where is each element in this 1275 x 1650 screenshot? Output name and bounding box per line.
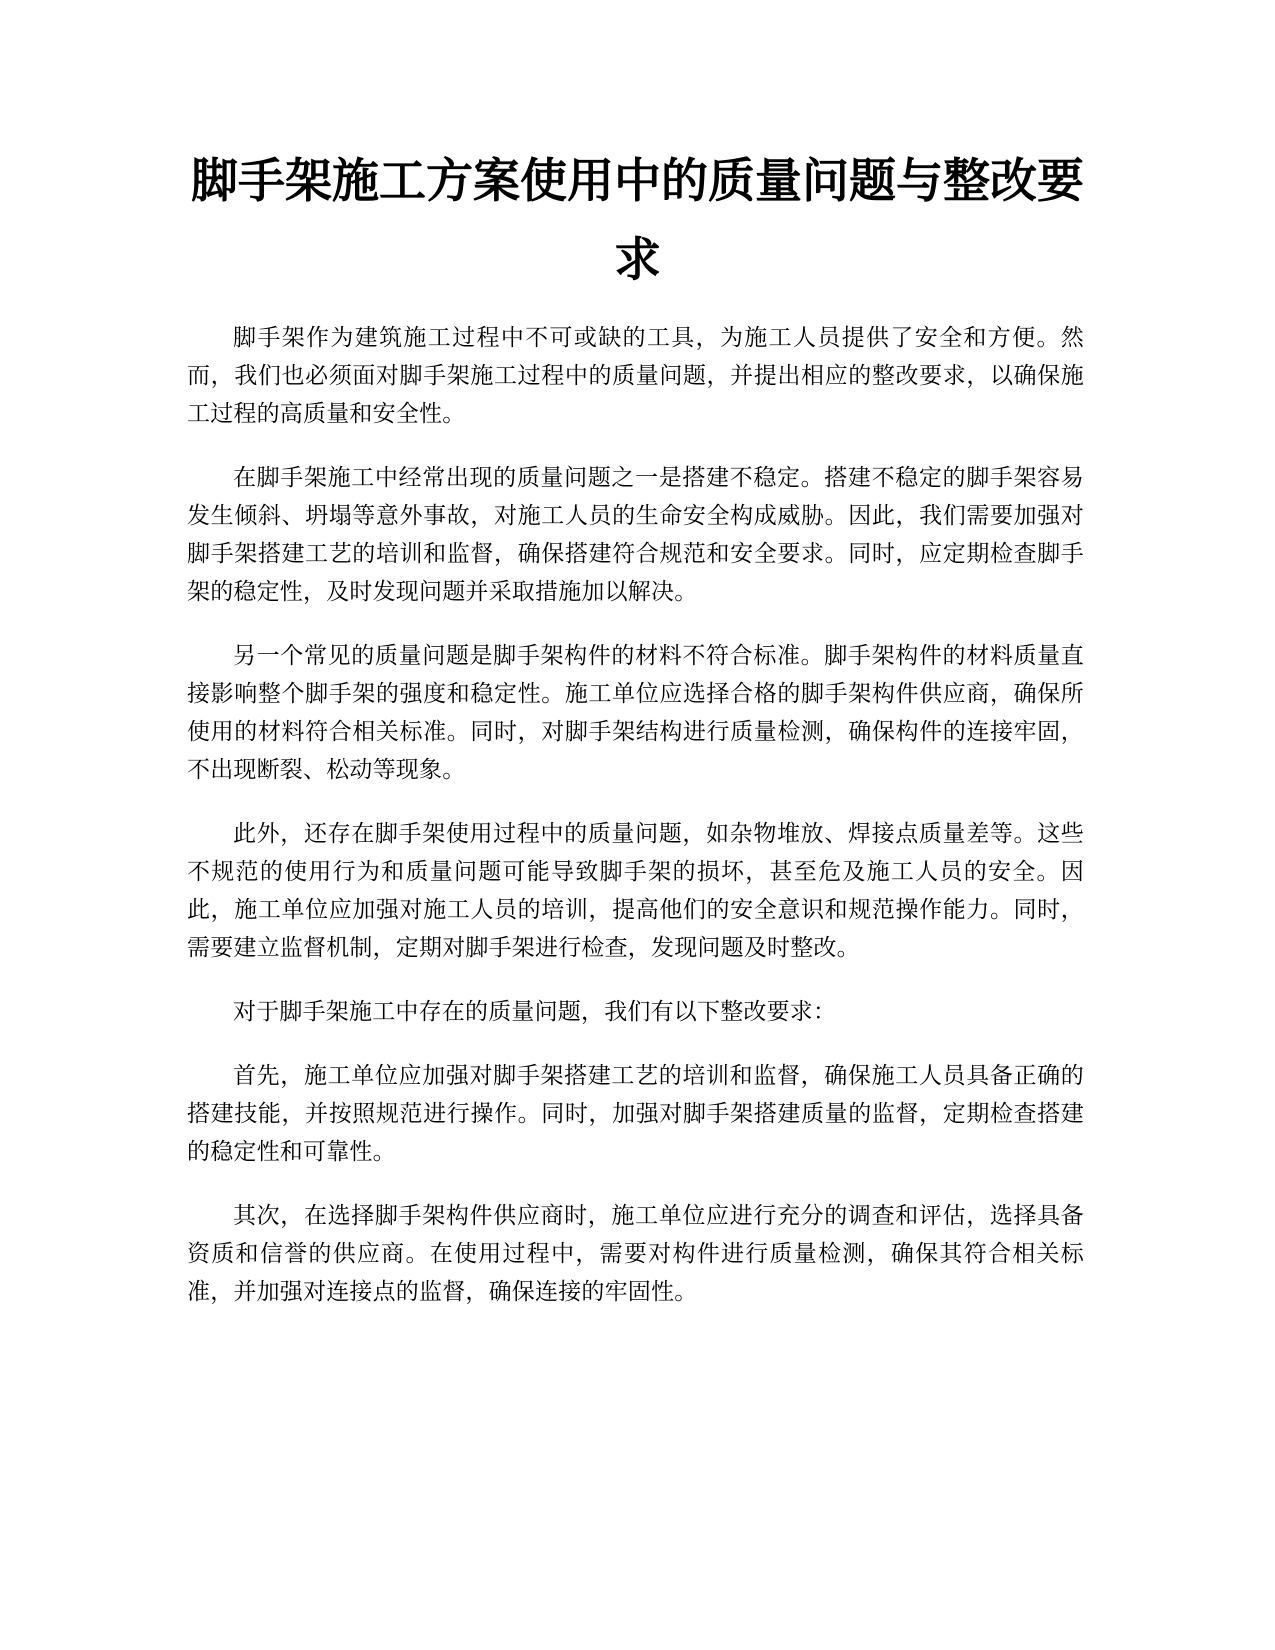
- paragraph-2: 在脚手架施工中经常出现的质量问题之一是搭建不稳定。搭建不稳定的脚手架容易发生倾斜、坍塌等意外事故，对施工人员的生命安全构成威胁。因此，我们需要加强对脚手架搭建工艺的培训和监督，确保搭建符合规范和安全要求。同时，应定期检查脚手架的稳定性，及时发现问题并采取措施加以解决。: [187, 465, 1084, 605]
- paragraph-4: 此外，还存在脚手架使用过程中的质量问题，如杂物堆放、焊接点质量差等。这些不规范的使用行为和质量问题可能导致脚手架的损坏，甚至危及施工人员的安全。因此，施工单位应加强对施工人员的培训，提高他们的安全意识和规范操作能力。同时，需要建立监督机制，定期对脚手架进行检查，发现问题及时整改。: [187, 821, 1084, 961]
- paragraph-5: 对于脚手架施工中存在的质量问题，我们有以下整改要求：: [233, 999, 837, 1025]
- paragraph-7: 其次，在选择脚手架构件供应商时，施工单位应进行充分的调查和评估，选择具备资质和信誉的供应商。在使用过程中，需要对构件进行质量检测，确保其符合相关标准，并加强对连接点的监督，确保连接的牢固性。: [187, 1203, 1084, 1305]
- paragraph-6: 首先，施工单位应加强对脚手架搭建工艺的培训和监督，确保施工人员具备正确的搭建技能，并按照规范进行操作。同时，加强对脚手架搭建质量的监督，定期检查搭建的稳定性和可靠性。: [187, 1063, 1084, 1165]
- document-body: [187, 319, 1084, 1337]
- paragraph-3: 另一个常见的质量问题是脚手架构件的材料不符合标准。脚手架构件的材料质量直接影响整个脚手架的强度和稳定性。施工单位应选择合格的脚手架构件供应商，确保所使用的材料符合相关标准。同时，对脚手架结构进行质量检测，确保构件的连接牢固，不出现断裂、松动等现象。: [187, 643, 1084, 783]
- paragraph-1: 脚手架作为建筑施工过程中不可或缺的工具，为施工人员提供了安全和方便。然而，我们也必须面对脚手架施工过程中的质量问题，并提出相应的整改要求，以确保施工过程的高质量和安全性。: [187, 325, 1084, 427]
- document-title: 脚手架施工方案使用中的质量问题与整改要求: [191, 154, 1084, 288]
